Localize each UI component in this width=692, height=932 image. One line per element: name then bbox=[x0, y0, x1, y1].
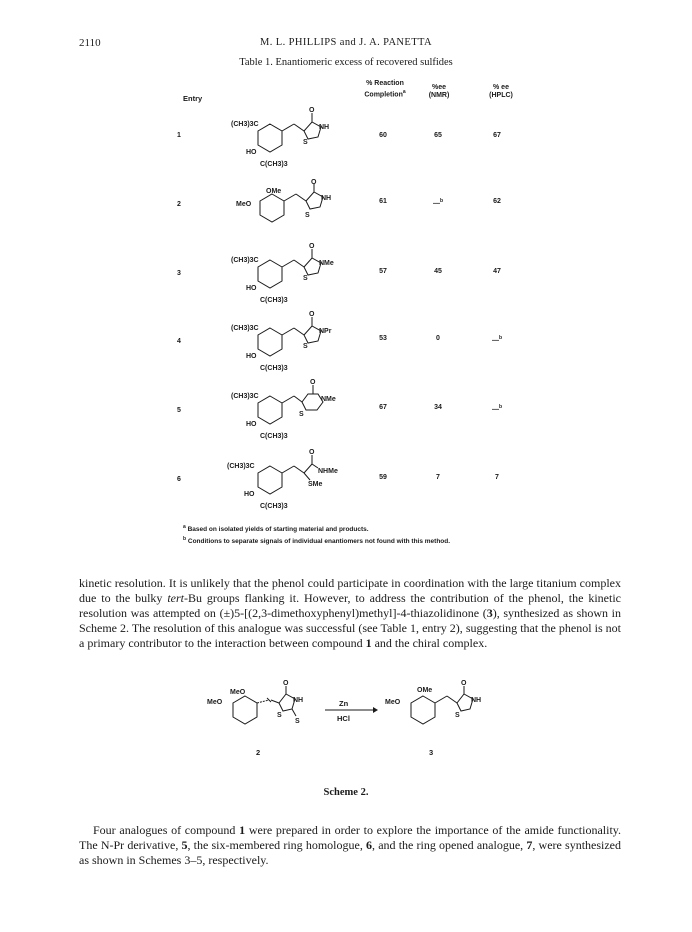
methoxy-side: MeO bbox=[207, 699, 223, 706]
column-header-ee-hplc bbox=[481, 84, 521, 100]
row-1-hplc: 67 bbox=[493, 132, 501, 139]
tbu-bottom: C(CH3)3 bbox=[260, 297, 288, 304]
thione-s: S bbox=[295, 718, 300, 725]
reaction-arrow bbox=[323, 698, 378, 728]
row-6-nmr: 7 bbox=[436, 474, 440, 481]
carbonyl-o: O bbox=[309, 449, 315, 456]
tbu-bottom: C(CH3)3 bbox=[260, 503, 288, 510]
row-3-hplc: 47 bbox=[493, 268, 501, 275]
carbonyl-o: O bbox=[309, 243, 315, 250]
ring-s: S bbox=[299, 411, 304, 418]
column-header-nmr-line1: %ee bbox=[431, 84, 446, 91]
ring-s: S bbox=[303, 275, 308, 282]
ring-s: S bbox=[303, 139, 308, 146]
carbonyl-o: O bbox=[309, 311, 315, 318]
row-6-reaction: 59 bbox=[379, 474, 387, 481]
benzene-ring bbox=[260, 194, 284, 222]
ring-n: NH bbox=[293, 697, 304, 704]
column-header-ee-nmr bbox=[420, 84, 458, 100]
row-3-reaction: 57 bbox=[379, 268, 387, 275]
reaction-footnote-mark: a bbox=[402, 89, 406, 95]
body-paragraph-2 bbox=[79, 823, 621, 868]
ring-s: S bbox=[277, 712, 282, 719]
benzene-ring bbox=[411, 696, 435, 724]
column-header-nmr-line2: (NMR) bbox=[428, 92, 450, 99]
row-2-entry: 2 bbox=[177, 201, 181, 208]
benzene-ring bbox=[233, 696, 257, 724]
ring-n: NH bbox=[321, 195, 332, 202]
p2-text-4: , and the ring opened analogue, bbox=[372, 838, 527, 852]
p2-bold-1: 1 bbox=[239, 823, 246, 837]
tbu-bottom: C(CH3)3 bbox=[260, 365, 288, 372]
body-paragraph-1 bbox=[79, 576, 621, 651]
ring-n: NH bbox=[471, 697, 482, 704]
benzene-ring bbox=[258, 396, 282, 424]
row-2-reaction: 61 bbox=[379, 198, 387, 205]
benzene-ring bbox=[258, 260, 282, 288]
thiazinone-ring bbox=[302, 394, 323, 410]
amide-nhme: NHMe bbox=[318, 468, 338, 475]
tbu-top: (CH3)3C bbox=[231, 393, 259, 400]
row-4-entry: 4 bbox=[177, 338, 181, 345]
ring-n: NMe bbox=[321, 396, 336, 403]
carbonyl-o: O bbox=[311, 179, 317, 186]
methoxy-top: MeO bbox=[230, 689, 246, 696]
row-1-nmr: 65 bbox=[434, 132, 442, 139]
row-2-nmr-dash: — bbox=[432, 200, 440, 208]
p2-text-3: , the six-membered ring homologue, bbox=[187, 838, 367, 852]
row-5-nmr: 34 bbox=[434, 404, 442, 411]
benzene-ring bbox=[258, 328, 282, 356]
footnote-a bbox=[183, 524, 369, 533]
row-2-structure bbox=[236, 180, 336, 228]
hydroxy: HO bbox=[244, 491, 255, 498]
carbonyl-o: O bbox=[283, 680, 289, 687]
p1-italic: tert bbox=[167, 591, 184, 605]
p1-text-1: kinetic resolution. It is unlikely that the phenol could participate in coordination with the large titanium complex due to the bulky bbox=[79, 576, 621, 605]
ring-n: NPr bbox=[319, 328, 332, 335]
tbu-top: (CH3)3C bbox=[231, 121, 259, 128]
carbonyl-o: O bbox=[461, 680, 467, 687]
row-6-hplc: 7 bbox=[495, 474, 499, 481]
table-caption: Table 1. Enantiomeric excess of recovered sulfides bbox=[239, 57, 453, 68]
hydroxy: HO bbox=[246, 421, 257, 428]
p2-bold-3: 6 bbox=[366, 838, 373, 852]
reagent-hcl: HCl bbox=[337, 714, 350, 723]
column-header-reaction-line1: % Reaction bbox=[366, 80, 404, 87]
row-4-structure bbox=[228, 308, 340, 374]
row-5-hplc bbox=[482, 404, 512, 413]
running-head: M. L. PHILLIPS and J. A. PANETTA bbox=[260, 37, 432, 48]
p1-bold-2: 1 bbox=[365, 636, 372, 650]
benzene-ring bbox=[258, 124, 282, 152]
page-number: 2110 bbox=[79, 37, 101, 49]
row-2-hplc: 62 bbox=[493, 198, 501, 205]
row-4-hplc-dash: — bbox=[491, 337, 499, 345]
column-header-reaction bbox=[355, 80, 415, 99]
scheme-compound-3-label: 3 bbox=[429, 748, 434, 757]
thioether-sme: SMe bbox=[308, 481, 323, 488]
row-4-hplc bbox=[482, 335, 512, 344]
methoxy-top: OMe bbox=[266, 188, 282, 195]
tbu-bottom: C(CH3)3 bbox=[260, 161, 288, 168]
row-3-entry: 3 bbox=[177, 270, 181, 277]
tbu-top: (CH3)3C bbox=[231, 325, 259, 332]
ring-n: NH bbox=[319, 124, 330, 131]
ring-s: S bbox=[303, 343, 308, 350]
column-header-hplc-line2: (HPLC) bbox=[489, 92, 513, 99]
ring-n: NMe bbox=[319, 260, 334, 267]
row-2-nmr bbox=[423, 198, 453, 207]
row-4-reaction: 53 bbox=[379, 335, 387, 342]
row-3-nmr: 45 bbox=[434, 268, 442, 275]
p2-text-2: were prepared in order to explore the importance of the amide functionality. The N-Pr derivative, bbox=[79, 823, 622, 852]
scheme-compound-2-label: 2 bbox=[256, 748, 261, 757]
row-1-reaction: 60 bbox=[379, 132, 387, 139]
benzene-ring bbox=[258, 466, 282, 494]
hydroxy: HO bbox=[246, 285, 257, 292]
p1-text-4: and the chiral complex. bbox=[371, 636, 488, 650]
methoxy-side: MeO bbox=[236, 201, 252, 208]
carbonyl-o: O bbox=[310, 379, 316, 386]
scheme-left-structure bbox=[205, 678, 315, 740]
p2-text-1: Four analogues of compound bbox=[93, 823, 240, 837]
p1-text-3: ), synthesized as shown in Scheme 2. The resolution of this analogue was successful (see Table 1, entry 2), suggesting that the phenol is not a primary contributor to the interaction between compound bbox=[79, 606, 621, 650]
scheme-right-structure bbox=[383, 678, 493, 740]
tbu-top: (CH3)3C bbox=[231, 257, 259, 264]
column-header-reaction-line2 bbox=[355, 88, 415, 99]
row-5-reaction: 67 bbox=[379, 404, 387, 411]
row-4-hplc-footnote: b bbox=[498, 335, 503, 341]
reaction-line2-text: Completion bbox=[364, 91, 403, 99]
tbu-bottom: C(CH3)3 bbox=[260, 433, 288, 440]
row-5-hplc-footnote: b bbox=[498, 404, 503, 410]
column-header-entry: Entry bbox=[183, 94, 203, 103]
p2-bold-4: 7 bbox=[526, 838, 533, 852]
ring-s: S bbox=[305, 212, 310, 219]
row-3-structure bbox=[228, 240, 340, 306]
row-1-structure bbox=[228, 104, 338, 170]
row-5-structure bbox=[228, 376, 340, 442]
row-4-nmr: 0 bbox=[436, 335, 440, 342]
p1-bold-1: 3 bbox=[486, 606, 493, 620]
p2-bold-2: 5 bbox=[181, 838, 188, 852]
footnote-b-mark: b bbox=[183, 536, 187, 542]
row-6-entry: 6 bbox=[177, 476, 181, 483]
ring-s: S bbox=[455, 712, 460, 719]
footnote-a-text: Based on isolated yields of starting material and products. bbox=[187, 526, 369, 534]
row-1-entry: 1 bbox=[177, 132, 181, 139]
row-6-structure bbox=[224, 446, 349, 512]
methoxy-top: OMe bbox=[417, 687, 433, 694]
hydroxy: HO bbox=[246, 149, 257, 156]
footnote-b-text: Conditions to separate signals of individual enantiomers not found with this method. bbox=[187, 538, 451, 546]
row-5-hplc-dash: — bbox=[491, 406, 499, 414]
footnote-b bbox=[183, 536, 450, 545]
column-header-hplc-line1: % ee bbox=[493, 84, 509, 91]
row-2-nmr-footnote: b bbox=[439, 198, 444, 204]
hydroxy: HO bbox=[246, 353, 257, 360]
row-5-entry: 5 bbox=[177, 407, 181, 414]
methoxy-side: MeO bbox=[385, 699, 401, 706]
carbonyl-o: O bbox=[309, 107, 315, 114]
reagent-zn: Zn bbox=[339, 699, 349, 708]
tbu-top: (CH3)3C bbox=[227, 463, 255, 470]
scheme-caption: Scheme 2. bbox=[323, 787, 369, 798]
p1-text-2: -Bu groups flanking it. However, to address the contribution of the phenol, the kinetic resolution was attempted on (±)5-[(2,3-dimethoxyphenyl)methyl]-4-thiazolidinone ( bbox=[79, 591, 621, 620]
p2-text-5: , were synthesized as shown in Schemes 3–5, respectively. bbox=[79, 838, 622, 867]
footnote-a-mark: a bbox=[183, 524, 186, 530]
